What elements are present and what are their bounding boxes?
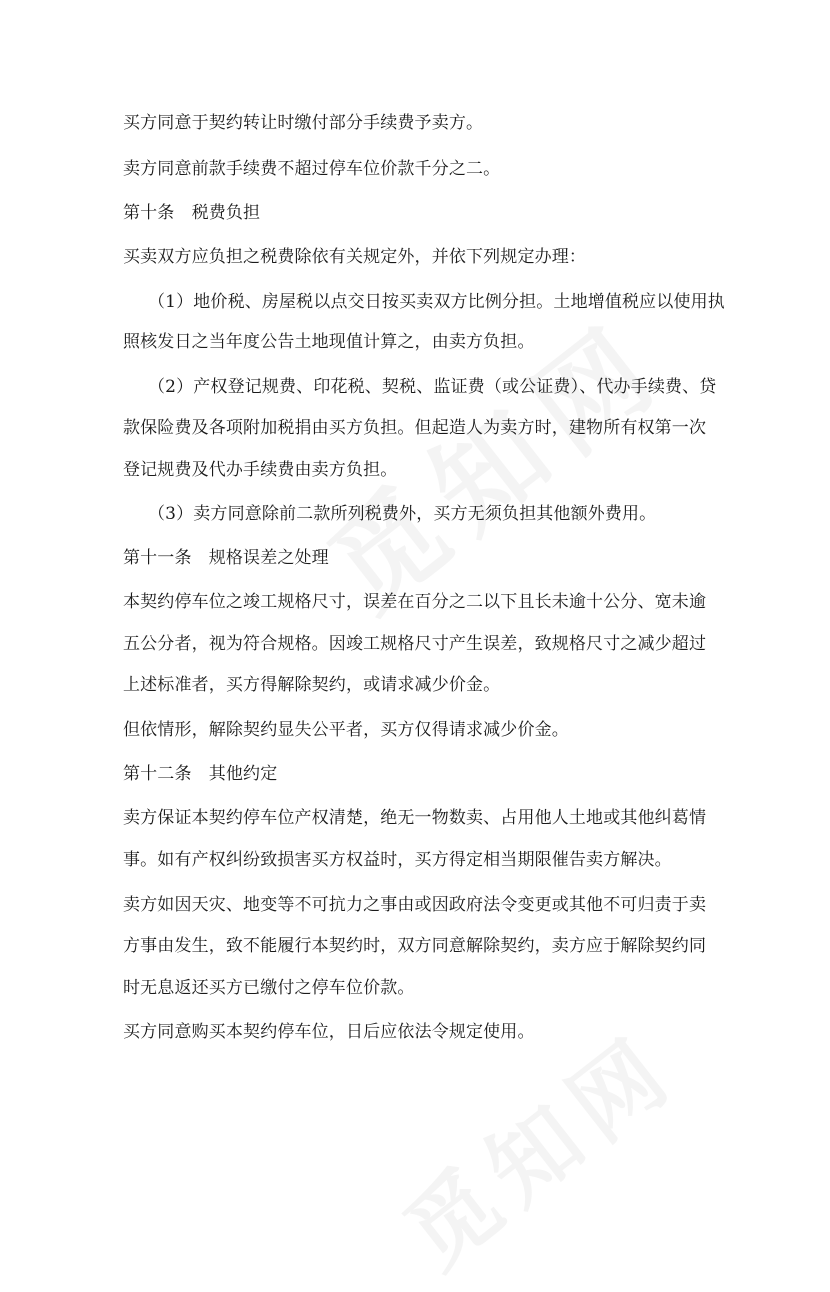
- list-item-line: （2）产权登记规费、印花税、契税、监证费（或公证费）、代办手续费、贷: [148, 377, 717, 397]
- paragraph-line: 方事由发生，致不能履行本契约时，双方同意解除契约，卖方应于解除契约同: [123, 936, 707, 956]
- paragraph-line: 时无息返还买方已缴付之停车位价款。: [123, 978, 415, 998]
- paragraph-line: 本契约停车位之竣工规格尺寸，误差在百分之二以下且长未逾十公分、宽未逾: [123, 592, 707, 612]
- paragraph-line: 上述标准者，买方得解除契约，或请求减少价金。: [123, 675, 501, 695]
- list-item-line: 照核发日之当年度公告土地现值计算之，由卖方负担。: [123, 332, 535, 352]
- list-item-line: （1）地价税、房屋税以点交日按买卖双方比例分担。土地增值税应以使用执: [148, 292, 725, 312]
- section-heading: 第十一条 规格误差之处理: [123, 548, 329, 568]
- paragraph-line: 买卖双方应负担之税费除依有关规定外，并依下列规定办理：: [123, 247, 587, 267]
- paragraph-line: 买方同意于契约转让时缴付部分手续费予卖方。: [123, 113, 484, 133]
- paragraph-line: 买方同意购买本契约停车位，日后应依法令规定使用。: [123, 1022, 535, 1042]
- list-item-line: 登记规费及代办手续费由卖方负担。: [123, 460, 398, 480]
- section-heading: 第十二条 其他约定: [123, 764, 278, 784]
- section-heading: 第十条 税费负担: [123, 203, 261, 223]
- paragraph-line: 卖方如因天灾、地变等不可抗力之事由或因政府法令变更或其他不可归责于卖: [123, 895, 707, 915]
- paragraph-line: 但依情形，解除契约显失公平者，买方仅得请求减少价金。: [123, 720, 569, 740]
- paragraph-line: 五公分者，视为符合规格。因竣工规格尺寸产生误差，致规格尺寸之减少超过: [123, 634, 707, 654]
- paragraph-line: 事。如有产权纠纷致损害买方权益时，买方得定相当期限催告卖方解决。: [123, 850, 672, 870]
- paragraph-line: 卖方保证本契约停车位产权清楚，绝无一物数卖、占用他人土地或其他纠葛情: [123, 808, 707, 828]
- list-item-line: （3）卖方同意除前二款所列税费外，买方无须负担其他额外费用。: [148, 504, 657, 524]
- list-item-line: 款保险费及各项附加税捐由买方负担。但起造人为卖方时，建物所有权第一次: [123, 418, 707, 438]
- paragraph-line: 卖方同意前款手续费不超过停车位价款千分之二。: [123, 159, 501, 179]
